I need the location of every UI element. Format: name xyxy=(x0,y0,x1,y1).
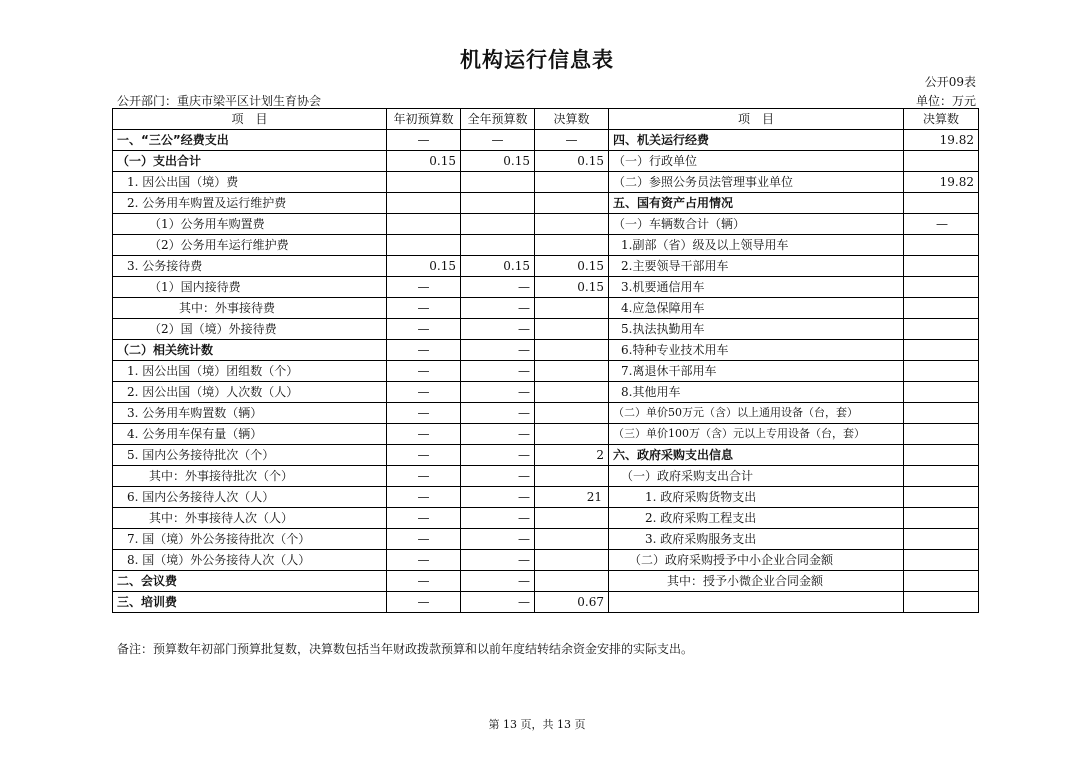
full-budget-cell: — xyxy=(461,508,535,529)
right-row-label: 3.机要通信用车 xyxy=(609,277,904,298)
final-cell xyxy=(535,193,609,214)
right-row-label: （二）单价50万元（含）以上通用设备（台，套） xyxy=(609,403,904,424)
full-budget-cell: — xyxy=(461,424,535,445)
initial-budget-cell: — xyxy=(387,403,461,424)
row-label: （一）支出合计 xyxy=(113,151,387,172)
final-cell xyxy=(535,424,609,445)
row-label: 其中：外事接待批次（个） xyxy=(113,466,387,487)
right-final-cell xyxy=(904,277,979,298)
right-final-cell xyxy=(904,529,979,550)
right-final-cell: 19.82 xyxy=(904,172,979,193)
right-row-label: （一）行政单位 xyxy=(609,151,904,172)
header-final: 决算数 xyxy=(535,109,609,130)
right-final-cell xyxy=(904,382,979,403)
right-row-label: （二）政府采购授予中小企业合同金额 xyxy=(609,550,904,571)
initial-budget-cell: — xyxy=(387,361,461,382)
header-initial-budget: 年初预算数 xyxy=(387,109,461,130)
table-row xyxy=(113,466,979,487)
initial-budget-cell: — xyxy=(387,424,461,445)
header-full-budget: 全年预算数 xyxy=(461,109,535,130)
final-cell xyxy=(535,214,609,235)
row-label: （1）国内接待费 xyxy=(113,277,387,298)
row-label: 三、培训费 xyxy=(113,592,387,613)
right-row-label: 其中：授予小微企业合同金额 xyxy=(609,571,904,592)
right-row-label: 5.执法执勤用车 xyxy=(609,319,904,340)
row-label: 3. 公务接待费 xyxy=(113,256,387,277)
right-row-label: 四、机关运行经费 xyxy=(609,130,904,151)
table-header-row xyxy=(113,109,979,130)
table-row xyxy=(113,277,979,298)
right-final-cell: — xyxy=(904,214,979,235)
page-title: 机构运行信息表 xyxy=(460,48,614,72)
right-row-label: （二）参照公务员法管理事业单位 xyxy=(609,172,904,193)
full-budget-cell: 0.15 xyxy=(461,151,535,172)
initial-budget-cell xyxy=(387,193,461,214)
right-row-label: 2.主要领导干部用车 xyxy=(609,256,904,277)
final-cell xyxy=(535,508,609,529)
right-final-cell xyxy=(904,193,979,214)
right-final-cell xyxy=(904,340,979,361)
right-row-label: （三）单价100万（含）元以上专用设备（台，套） xyxy=(609,424,904,445)
page-number: 第 13 页，共 13 页 xyxy=(488,718,586,731)
full-budget-cell: — xyxy=(461,445,535,466)
right-final-cell xyxy=(904,361,979,382)
full-budget-cell xyxy=(461,214,535,235)
row-label: 2. 因公出国（境）人次数（人） xyxy=(113,382,387,403)
table-row xyxy=(113,298,979,319)
header-item: 项 目 xyxy=(113,109,387,130)
right-final-cell xyxy=(904,319,979,340)
right-row-label: （一）政府采购支出合计 xyxy=(609,466,904,487)
table-row xyxy=(113,403,979,424)
row-label: 1. 因公出国（境）团组数（个） xyxy=(113,361,387,382)
right-row-label: 2. 政府采购工程支出 xyxy=(609,508,904,529)
right-final-cell xyxy=(904,550,979,571)
full-budget-cell: — xyxy=(461,571,535,592)
initial-budget-cell: — xyxy=(387,445,461,466)
final-cell: — xyxy=(535,130,609,151)
full-budget-cell xyxy=(461,193,535,214)
initial-budget-cell: — xyxy=(387,298,461,319)
right-row-label: 4.应急保障用车 xyxy=(609,298,904,319)
initial-budget-cell xyxy=(387,235,461,256)
final-cell xyxy=(535,340,609,361)
full-budget-cell: — xyxy=(461,487,535,508)
final-cell xyxy=(535,319,609,340)
right-row-label: 1. 政府采购货物支出 xyxy=(609,487,904,508)
right-row-label: 6.特种专业技术用车 xyxy=(609,340,904,361)
final-cell: 0.67 xyxy=(535,592,609,613)
full-budget-cell: — xyxy=(461,550,535,571)
row-label: 3. 公务用车购置数（辆） xyxy=(113,403,387,424)
right-row-label: （一）车辆数合计（辆） xyxy=(609,214,904,235)
final-cell xyxy=(535,571,609,592)
initial-budget-cell xyxy=(387,214,461,235)
right-final-cell xyxy=(904,592,979,613)
initial-budget-cell: — xyxy=(387,130,461,151)
row-label: 5. 国内公务接待批次（个） xyxy=(113,445,387,466)
table-row xyxy=(113,382,979,403)
initial-budget-cell: 0.15 xyxy=(387,151,461,172)
unit-label: 单位：万元 xyxy=(915,94,976,108)
right-final-cell xyxy=(904,466,979,487)
full-budget-cell: — xyxy=(461,319,535,340)
row-label: 2. 公务用车购置及运行维护费 xyxy=(113,193,387,214)
table-row xyxy=(113,529,979,550)
row-label: 一、“三公”经费支出 xyxy=(113,130,387,151)
row-label: 8. 国（境）外公务接待人次（人） xyxy=(113,550,387,571)
initial-budget-cell: — xyxy=(387,277,461,298)
table-row xyxy=(113,571,979,592)
row-label: 7. 国（境）外公务接待批次（个） xyxy=(113,529,387,550)
right-final-cell xyxy=(904,487,979,508)
row-label: 4. 公务用车保有量（辆） xyxy=(113,424,387,445)
full-budget-cell: — xyxy=(461,130,535,151)
full-budget-cell: — xyxy=(461,403,535,424)
right-final-cell xyxy=(904,235,979,256)
right-final-cell xyxy=(904,151,979,172)
table-row xyxy=(113,130,979,151)
form-number: 公开09表 xyxy=(924,75,976,89)
final-cell xyxy=(535,382,609,403)
full-budget-cell: — xyxy=(461,340,535,361)
initial-budget-cell: — xyxy=(387,529,461,550)
initial-budget-cell: — xyxy=(387,592,461,613)
initial-budget-cell: 0.15 xyxy=(387,256,461,277)
initial-budget-cell: — xyxy=(387,508,461,529)
full-budget-cell: 0.15 xyxy=(461,256,535,277)
table-row xyxy=(113,445,979,466)
final-cell: 0.15 xyxy=(535,256,609,277)
right-final-cell xyxy=(904,445,979,466)
row-label: 二、会议费 xyxy=(113,571,387,592)
table-row xyxy=(113,508,979,529)
table-row xyxy=(113,193,979,214)
table-row xyxy=(113,319,979,340)
right-final-cell xyxy=(904,424,979,445)
initial-budget-cell: — xyxy=(387,382,461,403)
full-budget-cell: — xyxy=(461,466,535,487)
full-budget-cell: — xyxy=(461,361,535,382)
final-cell xyxy=(535,403,609,424)
row-label: （2）公务用车运行维护费 xyxy=(113,235,387,256)
table-row xyxy=(113,487,979,508)
final-cell xyxy=(535,172,609,193)
row-label: 其中：外事接待费 xyxy=(113,298,387,319)
row-label: 其中：外事接待人次（人） xyxy=(113,508,387,529)
footnote: 备注：预算数年初部门预算批复数，决算数包括当年财政拨款预算和以前年度结转结余资金安排的实际支出。 xyxy=(117,642,694,656)
final-cell xyxy=(535,298,609,319)
final-cell: 0.15 xyxy=(535,277,609,298)
final-cell xyxy=(535,235,609,256)
initial-budget-cell: — xyxy=(387,571,461,592)
right-row-label: 五、国有资产占用情况 xyxy=(609,193,904,214)
right-final-cell xyxy=(904,508,979,529)
initial-budget-cell: — xyxy=(387,340,461,361)
table-row xyxy=(113,151,979,172)
final-cell xyxy=(535,550,609,571)
budget-table xyxy=(112,108,979,613)
initial-budget-cell: — xyxy=(387,466,461,487)
right-row-label: 3. 政府采购服务支出 xyxy=(609,529,904,550)
final-cell xyxy=(535,529,609,550)
full-budget-cell: — xyxy=(461,382,535,403)
row-label: 6. 国内公务接待人次（人） xyxy=(113,487,387,508)
final-cell: 2 xyxy=(535,445,609,466)
initial-budget-cell: — xyxy=(387,319,461,340)
department-label: 公开部门：重庆市梁平区计划生育协会 xyxy=(117,94,322,108)
table-row xyxy=(113,592,979,613)
table-row xyxy=(113,235,979,256)
full-budget-cell: — xyxy=(461,298,535,319)
final-cell: 0.15 xyxy=(535,151,609,172)
full-budget-cell xyxy=(461,172,535,193)
table-row xyxy=(113,340,979,361)
row-label: （二）相关统计数 xyxy=(113,340,387,361)
right-row-label: 1.副部（省）级及以上领导用车 xyxy=(609,235,904,256)
final-cell xyxy=(535,361,609,382)
right-row-label: 六、政府采购支出信息 xyxy=(609,445,904,466)
right-row-label: 7.离退休干部用车 xyxy=(609,361,904,382)
final-cell xyxy=(535,466,609,487)
initial-budget-cell: — xyxy=(387,487,461,508)
full-budget-cell: — xyxy=(461,277,535,298)
initial-budget-cell xyxy=(387,172,461,193)
row-label: （1）公务用车购置费 xyxy=(113,214,387,235)
initial-budget-cell: — xyxy=(387,550,461,571)
table-row xyxy=(113,256,979,277)
table-row xyxy=(113,361,979,382)
right-row-label xyxy=(609,592,904,613)
row-label: （2）国（境）外接待费 xyxy=(113,319,387,340)
right-final-cell xyxy=(904,256,979,277)
table-row xyxy=(113,172,979,193)
right-row-label: 8.其他用车 xyxy=(609,382,904,403)
full-budget-cell xyxy=(461,235,535,256)
full-budget-cell: — xyxy=(461,592,535,613)
header-final-right: 决算数 xyxy=(904,109,979,130)
right-final-cell: 19.82 xyxy=(904,130,979,151)
table-row xyxy=(113,214,979,235)
right-final-cell xyxy=(904,403,979,424)
right-final-cell xyxy=(904,298,979,319)
table-row xyxy=(113,424,979,445)
final-cell: 21 xyxy=(535,487,609,508)
full-budget-cell: — xyxy=(461,529,535,550)
row-label: 1. 因公出国（境）费 xyxy=(113,172,387,193)
table-row xyxy=(113,550,979,571)
header-item-right: 项 目 xyxy=(609,109,904,130)
right-final-cell xyxy=(904,571,979,592)
